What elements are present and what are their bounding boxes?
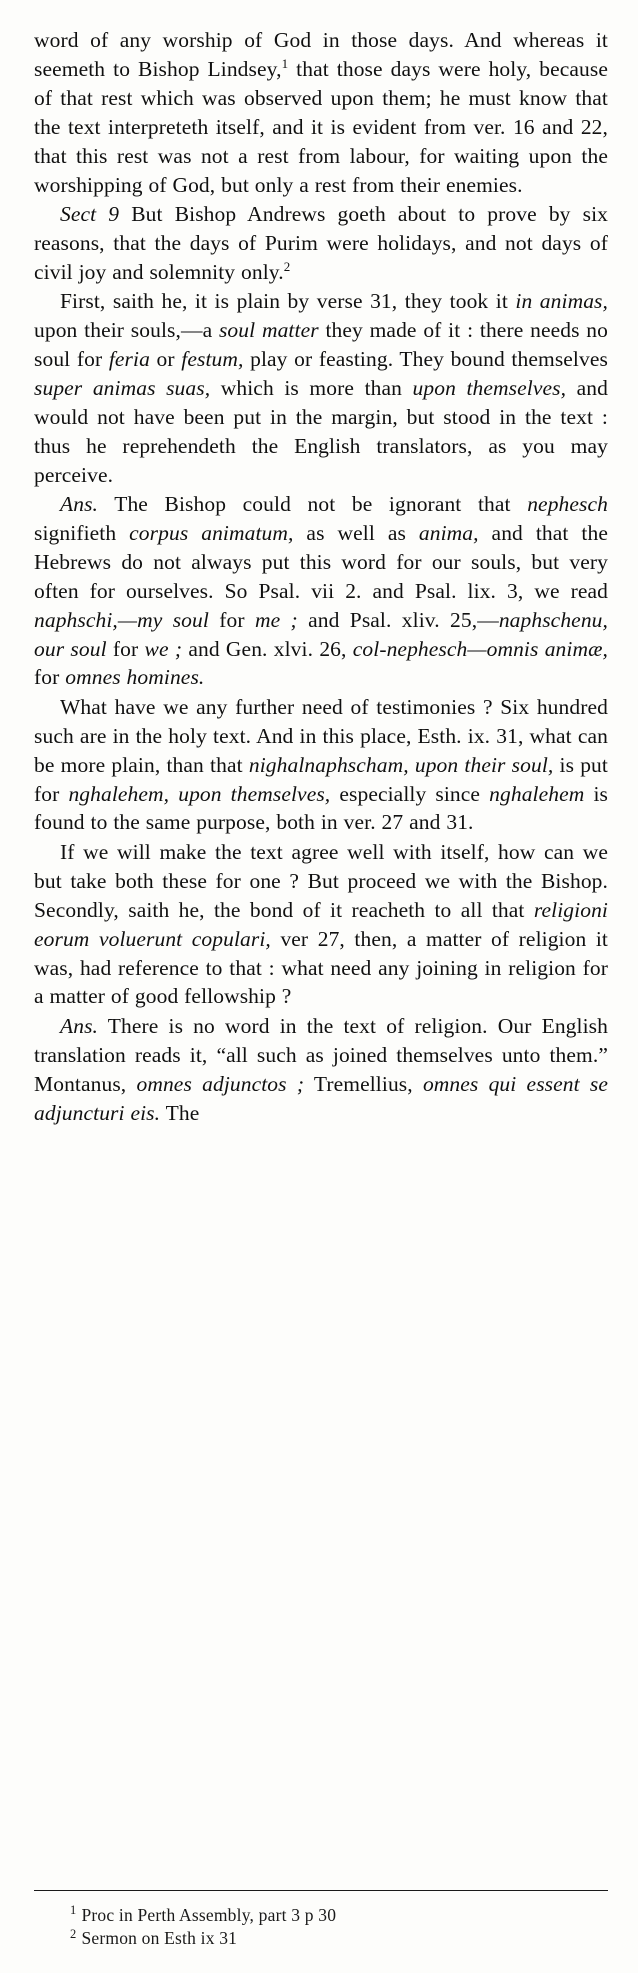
paragraph-text: and would not have been put in the margin, but stood in the text : thus he reprehendeth the English translators, as you may perceive. <box>34 375 608 487</box>
paragraph-text: ver 27, then, a matter of religion it was, had reference to that : what need any joining in religion for a matter of good fellowship ? <box>34 926 609 1009</box>
paragraph-text: they made of it : there needs no soul for <box>34 318 608 371</box>
latin-phrase: omnes adjunctos ; <box>136 1071 305 1096</box>
latin-phrase: corpus animatum, <box>129 520 294 545</box>
footnote-text: Sermon on Esth ix 31 <box>81 1928 238 1949</box>
latin-phrase: feria <box>108 346 150 371</box>
paragraph-text: signifieth <box>34 520 130 545</box>
hebrew-term: nghalehem <box>489 781 585 806</box>
paragraph-text: is put for <box>34 752 608 806</box>
paragraph-text: for <box>208 607 255 632</box>
paragraph <box>34 693 608 838</box>
paragraph-text: which is more than <box>210 375 413 400</box>
latin-phrase: col-nephesch—omnis animæ, <box>352 636 609 661</box>
latin-phrase: super animas suas, <box>34 375 211 400</box>
emphasis: me ; <box>254 607 298 632</box>
paragraph <box>34 200 608 287</box>
text-column <box>34 26 608 1127</box>
paragraph-text: word of any worship of God in those days. And whereas it seemeth to Bishop Lindsey, <box>34 28 608 81</box>
section-marker: Sect 9 <box>60 201 120 226</box>
paragraph-text: and Gen. xlvi. 26, <box>182 636 353 661</box>
latin-phrase: festum, <box>181 346 244 371</box>
paragraph-text: for <box>106 636 145 661</box>
hebrew-term: nghalehem, upon themselves, <box>68 781 331 806</box>
paragraph-text: There is no word in the text of religion. Our English translation reads it, “all such as joined themselves unto them.” Montanus, <box>34 1013 608 1096</box>
paragraph-text: The <box>160 1100 200 1125</box>
latin-phrase: in animas, <box>515 289 608 314</box>
latin-phrase: omnes homines. <box>65 665 205 690</box>
paragraph-text-cont: that those days were holy, because of that rest which was observed upon them; he must know that the text interpreteth itself, and it is evident from ver. 16 and 22, that this rest was not a rest from labour, for waiting upon the worshipping of God, but only a rest from their enemies. <box>34 56 608 197</box>
paragraph-text: play or feasting. They bound themselves <box>243 346 608 371</box>
hebrew-term: nephesch <box>527 492 608 516</box>
footnote-divider <box>34 1890 608 1891</box>
paragraph <box>34 838 608 1011</box>
hebrew-term: nighalnaphscham, upon their soul, <box>248 752 554 777</box>
paragraph-text: and Psal. xliv. 25,— <box>297 607 499 632</box>
paragraph-text: First, saith he, it is plain by verse 31, they took it <box>60 289 516 314</box>
footnote-reference-1[interactable]: 1 <box>281 55 289 71</box>
paragraph-text: What have we any further need of testimonies ? Six hundred such are in the holy text. And in this place, Esth. ix. 31, what can be more plain, than that <box>34 694 608 777</box>
paragraph-text: for <box>34 665 66 690</box>
paragraph-text: Tremellius, <box>304 1071 423 1096</box>
emphasis: soul matter <box>218 318 319 343</box>
answer-marker: Ans. <box>60 1013 99 1038</box>
answer-marker: Ans. <box>60 492 99 516</box>
footnote-marker: 1 <box>70 1902 77 1917</box>
paragraph <box>34 490 608 692</box>
footnote-item <box>34 1904 608 1928</box>
footnote-block <box>34 1890 608 1951</box>
paragraph-text: and that the Hebrews do not always put this word for our souls, but very often for ourselves. So Psal. vii 2. and Psal. lix. 3, we read <box>34 520 608 603</box>
emphasis: we ; <box>144 636 183 661</box>
paragraph-text: But Bishop Andrews goeth about to prove by six reasons, that the days of Purim were holidays, and not days of civil joy and solemnity only. <box>34 201 609 284</box>
latin-phrase: anima, <box>418 520 479 545</box>
hebrew-term: naphschenu, our soul <box>34 607 608 661</box>
paragraph-text: upon their souls,—a <box>34 318 219 343</box>
paragraph-text: is found to the same purpose, both in ver. 27 and 31. <box>34 781 608 835</box>
footnote-text: Proc in Perth Assembly, part 3 p 30 <box>81 1904 337 1925</box>
hebrew-term: naphschi,—my soul <box>34 607 209 632</box>
emphasis: upon themselves, <box>412 375 567 400</box>
footnote-marker: 2 <box>70 1926 77 1941</box>
footnote-item <box>34 1927 608 1951</box>
paragraph-text: The Bishop could not be ignorant that <box>98 492 528 516</box>
latin-phrase: omnes qui essent se adjuncturi eis. <box>34 1071 609 1125</box>
paragraph-text: especially since <box>330 781 490 806</box>
latin-phrase: religioni eorum voluerunt copulari, <box>34 897 608 951</box>
paragraph-text: If we will make the text agree well with itself, how can we but take both these for one ? But proceed we with the Bishop. Secondly, saith he, the bond of it reacheth to all that <box>34 839 608 922</box>
footnote-reference-2[interactable]: 2 <box>283 258 291 274</box>
paragraph-text: as well as <box>293 520 419 545</box>
paragraph <box>34 1012 608 1128</box>
paragraph-text: or <box>149 346 182 371</box>
paragraph <box>34 287 608 489</box>
paragraph <box>34 26 608 199</box>
